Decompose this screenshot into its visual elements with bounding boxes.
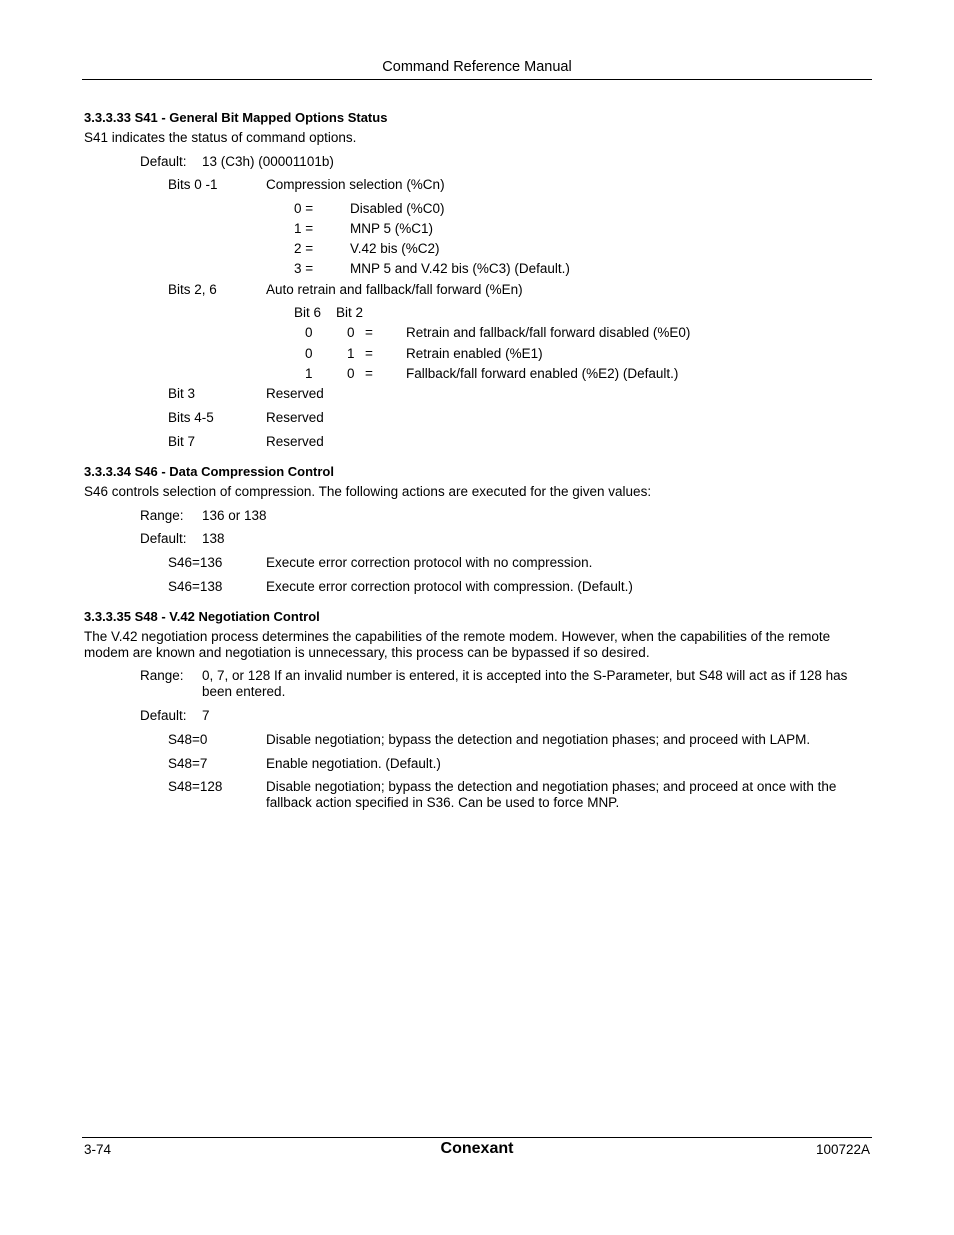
en-equals: = [365,325,373,340]
s46-intro: S46 controls selection of compression. The following actions are executed for the given values: [84,484,652,499]
en-bit2-value: 0 [347,366,355,381]
section-heading-s48: 3.3.3.35 S48 - V.42 Negotiation Control [84,609,320,624]
s41-intro: S41 indicates the status of command options. [84,130,357,145]
s41-bits26-label: Bits 2, 6 [168,282,217,297]
cn-option-desc: Disabled (%C0) [350,201,445,216]
reserved-label: Bit 3 [168,386,196,401]
s41-bits01-desc: Compression selection (%Cn) [266,177,445,192]
section-heading-s46: 3.3.3.34 S46 - Data Compression Control [84,464,334,479]
footer-company: Conexant [440,1140,514,1157]
en-bit6-value: 1 [305,366,313,381]
footer-doc-number: 100722A [815,1142,870,1157]
s48-range-label: Range: [140,668,184,683]
en-option-desc: Retrain enabled (%E1) [406,346,543,361]
s41-bits01-label: Bits 0 -1 [168,177,218,192]
en-option-desc: Retrain and fallback/fall forward disabled (%E0) [406,325,691,340]
header-rule [82,79,872,80]
cn-option-key: 0 = [294,201,314,216]
s48-row-label: S48=128 [168,779,223,794]
s48-row-label: S48=7 [168,756,208,771]
reserved-desc: Reserved [266,434,324,449]
cn-option-desc: MNP 5 (%C1) [350,221,434,236]
reserved-desc: Reserved [266,386,324,401]
cn-option-key: 1 = [294,221,314,236]
s46-row-label: S46=136 [168,555,223,570]
section-heading-s41: 3.3.3.33 S41 - General Bit Mapped Options Status [84,110,388,125]
en-header-bit2: Bit 2 [336,305,364,320]
s46-range-label: Range: [140,508,184,523]
reserved-desc: Reserved [266,410,324,425]
s46-default-label: Default: [140,531,187,546]
en-bit2-value: 0 [347,325,355,340]
cn-option-desc: V.42 bis (%C2) [350,241,440,256]
en-equals: = [365,366,373,381]
s48-row-desc: Disable negotiation; bypass the detection and negotiation phases; and proceed at once with the fallback action specified in S36. Can be used to force MNP. [266,779,837,810]
en-option-desc: Fallback/fall forward enabled (%E2) (Default.) [406,366,679,381]
footer-rule [82,1137,872,1138]
s48-default-label: Default: [140,708,187,723]
s46-row-desc: Execute error correction protocol with compression. (Default.) [266,579,633,594]
reserved-label: Bit 7 [168,434,196,449]
reserved-label: Bits 4-5 [168,410,214,425]
cn-option-desc: MNP 5 and V.42 bis (%C3) (Default.) [350,261,570,276]
s46-row-desc: Execute error correction protocol with no compression. [266,555,593,570]
s41-default-value: 13 (C3h) (00001101b) [202,154,334,169]
s48-row-desc: Enable negotiation. (Default.) [266,756,441,771]
s48-intro: The V.42 negotiation process determines the capabilities of the remote modem. However, when the capabilities of the remote modem are known and negotiation is unnecessary, this process can be bypassed if so desired. [84,629,831,660]
cn-option-key: 2 = [294,241,314,256]
en-bit6-value: 0 [305,346,313,361]
en-bit2-value: 1 [347,346,355,361]
s46-range-value: 136 or 138 [202,508,267,523]
s48-row-label: S48=0 [168,732,208,747]
s48-row-desc: Disable negotiation; bypass the detection and negotiation phases; and proceed with LAPM. [266,732,811,747]
en-bit6-value: 0 [305,325,313,340]
s46-default-value: 138 [202,531,225,546]
en-header-bit6: Bit 6 [294,305,322,320]
s41-default-label: Default: [140,154,187,169]
cn-option-key: 3 = [294,261,314,276]
page-header-title: Command Reference Manual [382,59,572,75]
s48-range-value: 0, 7, or 128 If an invalid number is entered, it is accepted into the S-Parameter, but S48 will act as if 128 has been entered. [202,668,848,699]
s46-row-label: S46=138 [168,579,223,594]
s41-bits26-desc: Auto retrain and fallback/fall forward (%En) [266,282,523,297]
footer-page-number: 3-74 [84,1142,112,1157]
en-equals: = [365,346,373,361]
s48-default-value: 7 [202,708,210,723]
